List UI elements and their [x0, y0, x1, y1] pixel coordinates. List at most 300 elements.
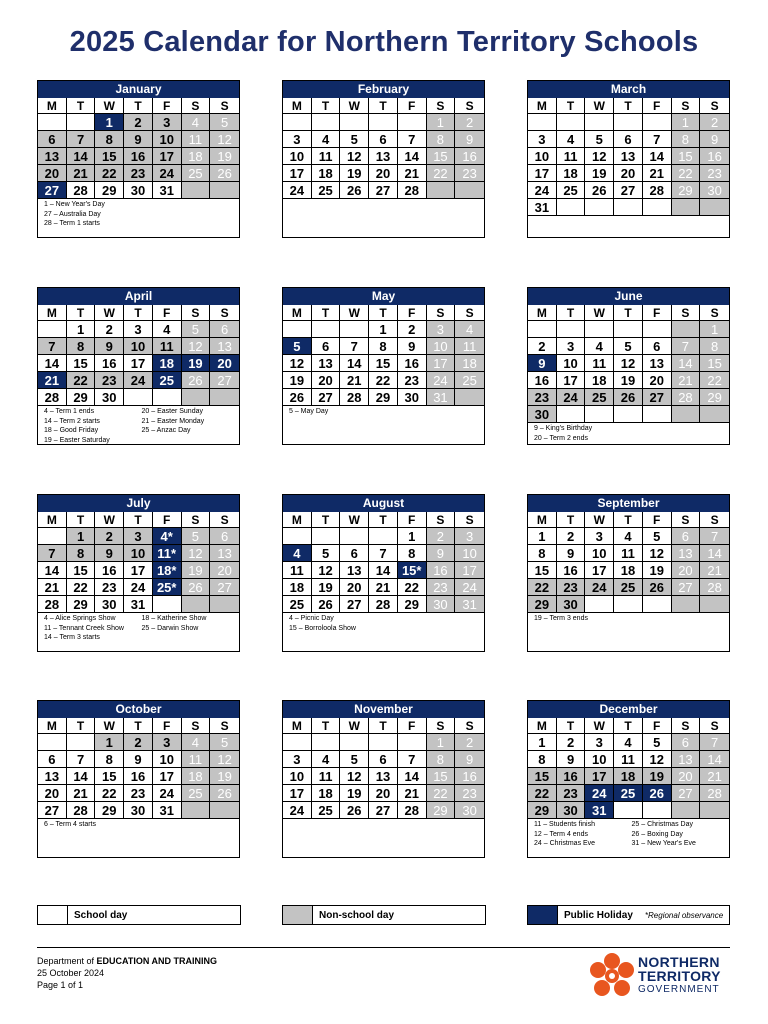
note-item: 20 – Easter Sunday	[141, 408, 203, 415]
empty-cell	[528, 321, 557, 338]
day-cell: 24	[557, 389, 586, 406]
weekday-header: S	[700, 98, 729, 114]
day-cell: 18	[182, 148, 211, 165]
weekday-header: W	[95, 98, 124, 114]
empty-cell	[672, 596, 701, 613]
empty-cell	[312, 114, 341, 131]
weekday-header: S	[672, 98, 701, 114]
day-cell: 20	[672, 562, 701, 579]
day-cell: 28	[672, 389, 701, 406]
note-item: 4 – Alice Springs Show	[44, 615, 116, 622]
day-cell: 21	[672, 372, 701, 389]
day-cell: 25	[614, 785, 643, 802]
day-cell: 2	[95, 528, 124, 545]
day-cell: 20	[643, 372, 672, 389]
day-cell: 30	[398, 389, 427, 406]
day-cell: 1	[95, 734, 124, 751]
day-cell: 23	[700, 165, 729, 182]
day-cell: 5	[585, 131, 614, 148]
day-cell: 4	[312, 131, 341, 148]
day-cell: 6	[210, 321, 239, 338]
day-cell: 3	[283, 751, 312, 768]
day-cell: 10	[557, 355, 586, 372]
day-cell: 2	[455, 734, 484, 751]
weekday-header: T	[369, 512, 398, 528]
day-cell: 5	[312, 545, 341, 562]
weekday-header: T	[614, 512, 643, 528]
day-cell: 25	[312, 802, 341, 819]
day-cell: 18	[614, 562, 643, 579]
day-cell: 12	[210, 751, 239, 768]
weekday-header: W	[340, 718, 369, 734]
empty-cell	[67, 734, 96, 751]
day-cell: 26	[283, 389, 312, 406]
weekday-header: S	[182, 512, 211, 528]
day-cell: 15	[95, 148, 124, 165]
day-cell: 2	[427, 528, 456, 545]
empty-cell	[585, 199, 614, 216]
empty-cell	[283, 321, 312, 338]
dept-name: EDUCATION AND TRAINING	[96, 956, 218, 966]
day-cell: 21	[67, 785, 96, 802]
weekday-header: S	[455, 305, 484, 321]
month-notes	[283, 406, 484, 417]
day-cell: 13	[38, 148, 67, 165]
day-cell: 23	[528, 389, 557, 406]
month-june	[527, 287, 730, 445]
day-cell: 5	[283, 338, 312, 355]
day-cell: 20	[369, 165, 398, 182]
public-holiday-swatch	[528, 906, 558, 924]
weekday-header: T	[369, 718, 398, 734]
day-cell: 16	[700, 148, 729, 165]
empty-cell	[182, 596, 211, 613]
day-cell: 23	[455, 785, 484, 802]
day-cell: 1	[398, 528, 427, 545]
note-item: 26 – Boxing Day	[631, 830, 683, 838]
month-grid	[528, 98, 729, 216]
day-cell: 29	[95, 182, 124, 199]
day-cell: 1	[427, 734, 456, 751]
day-cell: 15	[427, 148, 456, 165]
empty-cell	[153, 389, 182, 406]
empty-cell	[398, 114, 427, 131]
empty-cell	[283, 528, 312, 545]
month-march	[527, 80, 730, 238]
day-cell: 20	[672, 768, 701, 785]
weekday-header: S	[182, 305, 211, 321]
day-cell: 16	[427, 562, 456, 579]
empty-cell	[528, 114, 557, 131]
empty-cell	[340, 528, 369, 545]
day-cell: 3	[124, 528, 153, 545]
note-item: 14 – Term 3 starts	[44, 634, 100, 642]
day-cell: 4	[585, 338, 614, 355]
day-cell: 22	[398, 579, 427, 596]
empty-cell	[182, 802, 211, 819]
day-cell: 26	[643, 785, 672, 802]
day-cell: 7	[67, 131, 96, 148]
day-cell: 17	[455, 562, 484, 579]
day-cell: 3	[153, 734, 182, 751]
day-cell: 12	[312, 562, 341, 579]
day-cell: 9	[124, 751, 153, 768]
day-cell: 18	[455, 355, 484, 372]
empty-cell	[643, 596, 672, 613]
day-cell: 25	[153, 372, 182, 389]
month-header: December	[528, 701, 729, 718]
weekday-header: T	[369, 98, 398, 114]
day-cell: 17	[585, 768, 614, 785]
month-header: February	[283, 81, 484, 98]
day-cell: 6	[643, 338, 672, 355]
day-cell: 2	[398, 321, 427, 338]
day-cell: 10	[283, 148, 312, 165]
day-cell: 11	[614, 751, 643, 768]
day-cell: 4*	[153, 528, 182, 545]
day-cell: 7	[700, 734, 729, 751]
day-cell: 15	[528, 562, 557, 579]
day-cell: 15	[95, 768, 124, 785]
empty-cell	[643, 321, 672, 338]
month-notes	[38, 819, 239, 830]
day-cell: 11	[557, 148, 586, 165]
empty-cell	[124, 389, 153, 406]
day-cell: 27	[38, 182, 67, 199]
empty-cell	[369, 114, 398, 131]
day-cell: 6	[38, 131, 67, 148]
day-cell: 22	[369, 372, 398, 389]
day-cell: 17	[585, 562, 614, 579]
day-cell: 21	[67, 165, 96, 182]
weekday-header: M	[283, 305, 312, 321]
day-cell: 11	[283, 562, 312, 579]
day-cell: 9	[124, 131, 153, 148]
day-cell: 21	[700, 562, 729, 579]
day-cell: 6	[369, 751, 398, 768]
day-cell: 10	[153, 751, 182, 768]
month-grid	[528, 718, 729, 819]
day-cell: 13	[614, 148, 643, 165]
day-cell: 22	[427, 165, 456, 182]
day-cell: 8	[427, 751, 456, 768]
day-cell: 26	[312, 596, 341, 613]
day-cell: 31	[153, 182, 182, 199]
day-cell: 4	[557, 131, 586, 148]
month-header: November	[283, 701, 484, 718]
day-cell: 6	[340, 545, 369, 562]
day-cell: 24	[124, 579, 153, 596]
weekday-header: S	[700, 718, 729, 734]
day-cell: 24	[528, 182, 557, 199]
day-cell: 21	[398, 785, 427, 802]
note-item: 24 – Christmas Eve	[534, 840, 596, 848]
note-item: 19 – Term 3 ends	[534, 615, 588, 622]
day-cell: 12	[182, 545, 211, 562]
day-cell: 13	[312, 355, 341, 372]
day-cell: 15	[528, 768, 557, 785]
day-cell: 25*	[153, 579, 182, 596]
day-cell: 6	[369, 131, 398, 148]
logo-wordmark	[638, 955, 721, 997]
empty-cell	[455, 389, 484, 406]
day-cell: 8	[67, 545, 96, 562]
month-grid	[283, 512, 484, 613]
weekday-header: S	[210, 512, 239, 528]
day-cell: 31	[455, 596, 484, 613]
day-cell: 5	[643, 528, 672, 545]
day-cell: 9	[557, 751, 586, 768]
day-cell: 11	[182, 131, 211, 148]
day-cell: 4	[455, 321, 484, 338]
day-cell: 19	[614, 372, 643, 389]
day-cell: 11*	[153, 545, 182, 562]
weekday-header: T	[312, 512, 341, 528]
weekday-header: T	[557, 512, 586, 528]
day-cell: 9	[455, 751, 484, 768]
day-cell: 18	[557, 165, 586, 182]
weekday-header: W	[95, 512, 124, 528]
day-cell: 26	[182, 372, 211, 389]
empty-cell	[672, 802, 701, 819]
empty-cell	[340, 114, 369, 131]
weekday-header: W	[95, 305, 124, 321]
month-july	[37, 494, 240, 652]
empty-cell	[398, 734, 427, 751]
day-cell: 5	[340, 751, 369, 768]
empty-cell	[312, 321, 341, 338]
legend-school-day	[37, 905, 241, 925]
month-grid	[283, 305, 484, 406]
day-cell: 4	[182, 734, 211, 751]
day-cell: 24	[283, 182, 312, 199]
day-cell: 18	[283, 579, 312, 596]
day-cell: 11	[182, 751, 211, 768]
weekday-header: M	[283, 98, 312, 114]
day-cell: 11	[585, 355, 614, 372]
empty-cell	[700, 406, 729, 423]
day-cell: 17	[153, 768, 182, 785]
empty-cell	[455, 182, 484, 199]
day-cell: 7	[643, 131, 672, 148]
weekday-header: S	[210, 305, 239, 321]
weekday-header: M	[528, 512, 557, 528]
day-cell: 2	[455, 114, 484, 131]
day-cell: 18	[312, 785, 341, 802]
day-cell: 8	[398, 545, 427, 562]
day-cell: 24	[283, 802, 312, 819]
day-cell: 3	[427, 321, 456, 338]
day-cell: 23	[455, 165, 484, 182]
day-cell: 29	[67, 389, 96, 406]
month-grid	[38, 98, 239, 199]
day-cell: 24	[585, 785, 614, 802]
month-grid	[283, 98, 484, 199]
weekday-header: M	[283, 718, 312, 734]
day-cell: 15	[67, 355, 96, 372]
day-cell: 12	[340, 148, 369, 165]
day-cell: 14	[672, 355, 701, 372]
month-header: October	[38, 701, 239, 718]
month-grid	[283, 718, 484, 819]
day-cell: 1	[67, 321, 96, 338]
weekday-header: T	[557, 305, 586, 321]
day-cell: 29	[67, 596, 96, 613]
day-cell: 23	[124, 785, 153, 802]
day-cell: 15	[369, 355, 398, 372]
weekday-header: T	[614, 305, 643, 321]
day-cell: 20	[614, 165, 643, 182]
weekday-header: T	[67, 98, 96, 114]
day-cell: 9	[528, 355, 557, 372]
day-cell: 29	[95, 802, 124, 819]
day-cell: 17	[153, 148, 182, 165]
day-cell: 25	[283, 596, 312, 613]
day-cell: 21	[643, 165, 672, 182]
day-cell: 28	[700, 579, 729, 596]
day-cell: 22	[67, 579, 96, 596]
school-day-swatch	[38, 906, 68, 924]
note-item: 27 – Australia Day	[44, 210, 101, 218]
empty-cell	[614, 596, 643, 613]
regional-observance-note: *Regional observance	[644, 910, 724, 920]
day-cell: 6	[210, 528, 239, 545]
day-cell: 14	[67, 768, 96, 785]
day-cell: 24	[455, 579, 484, 596]
empty-cell	[700, 802, 729, 819]
day-cell: 5	[614, 338, 643, 355]
note-item: 28 – Term 1 starts	[44, 220, 100, 228]
month-notes	[528, 423, 729, 443]
weekday-header: M	[38, 512, 67, 528]
day-cell: 27	[643, 389, 672, 406]
day-cell: 23	[427, 579, 456, 596]
day-cell: 31	[585, 802, 614, 819]
note-item: 11 – Tennant Creek Show	[44, 624, 124, 632]
day-cell: 31	[153, 802, 182, 819]
day-cell: 19	[643, 562, 672, 579]
day-cell: 28	[398, 802, 427, 819]
day-cell: 23	[557, 785, 586, 802]
empty-cell	[643, 199, 672, 216]
weekday-header: W	[585, 305, 614, 321]
day-cell: 16	[455, 148, 484, 165]
day-cell: 24	[153, 785, 182, 802]
day-cell: 12	[585, 148, 614, 165]
day-cell: 28	[700, 785, 729, 802]
non-school-day-swatch	[283, 906, 313, 924]
day-cell: 8	[700, 338, 729, 355]
day-cell: 8	[528, 751, 557, 768]
day-cell: 25	[182, 165, 211, 182]
day-cell: 20	[210, 562, 239, 579]
day-cell: 13	[672, 751, 701, 768]
month-notes	[528, 819, 729, 849]
day-cell: 2	[557, 734, 586, 751]
day-cell: 16	[124, 148, 153, 165]
day-cell: 27	[312, 389, 341, 406]
day-cell: 15	[427, 768, 456, 785]
day-cell: 8	[95, 131, 124, 148]
day-cell: 10	[585, 751, 614, 768]
empty-cell	[210, 802, 239, 819]
empty-cell	[427, 182, 456, 199]
empty-cell	[557, 114, 586, 131]
day-cell: 5	[210, 114, 239, 131]
weekday-header: T	[67, 718, 96, 734]
day-cell: 14	[700, 751, 729, 768]
month-december	[527, 700, 730, 858]
day-cell: 8	[95, 751, 124, 768]
month-notes	[283, 613, 484, 633]
day-cell: 5	[643, 734, 672, 751]
month-grid	[38, 305, 239, 406]
day-cell: 4	[153, 321, 182, 338]
weekday-header: M	[283, 512, 312, 528]
day-cell: 23	[95, 579, 124, 596]
desert-rose-icon	[588, 952, 636, 1002]
day-cell: 5	[182, 321, 211, 338]
month-january	[37, 80, 240, 238]
day-cell: 1	[369, 321, 398, 338]
weekday-header: M	[38, 305, 67, 321]
day-cell: 7	[67, 751, 96, 768]
day-cell: 3	[585, 734, 614, 751]
note-item: 20 – Term 2 ends	[534, 434, 588, 442]
weekday-header: W	[340, 305, 369, 321]
weekday-header: T	[124, 305, 153, 321]
day-cell: 13	[38, 768, 67, 785]
day-cell: 24	[124, 372, 153, 389]
footer-page: Page 1 of 1	[37, 980, 84, 990]
day-cell: 27	[369, 802, 398, 819]
month-notes	[528, 613, 729, 624]
non-school-day-label: Non-school day	[319, 909, 395, 921]
day-cell: 25	[614, 579, 643, 596]
day-cell: 14	[340, 355, 369, 372]
empty-cell	[210, 182, 239, 199]
day-cell: 19	[210, 148, 239, 165]
day-cell: 19	[182, 562, 211, 579]
day-cell: 14	[38, 562, 67, 579]
month-header: September	[528, 495, 729, 512]
empty-cell	[585, 406, 614, 423]
day-cell: 21	[38, 579, 67, 596]
weekday-header: W	[340, 98, 369, 114]
weekday-header: S	[672, 512, 701, 528]
day-cell: 28	[67, 802, 96, 819]
day-cell: 16	[528, 372, 557, 389]
empty-cell	[38, 321, 67, 338]
day-cell: 7	[700, 528, 729, 545]
day-cell: 28	[38, 389, 67, 406]
empty-cell	[700, 199, 729, 216]
logo-line3: GOVERNMENT	[638, 984, 720, 995]
dept-prefix: Department of	[37, 956, 97, 966]
empty-cell	[614, 802, 643, 819]
empty-cell	[38, 528, 67, 545]
day-cell: 18	[153, 355, 182, 372]
empty-cell	[614, 406, 643, 423]
month-notes	[38, 406, 239, 445]
day-cell: 3	[124, 321, 153, 338]
day-cell: 26	[585, 182, 614, 199]
weekday-header: F	[398, 98, 427, 114]
day-cell: 27	[672, 785, 701, 802]
day-cell: 25	[182, 785, 211, 802]
day-cell: 22	[95, 165, 124, 182]
day-cell: 31	[427, 389, 456, 406]
